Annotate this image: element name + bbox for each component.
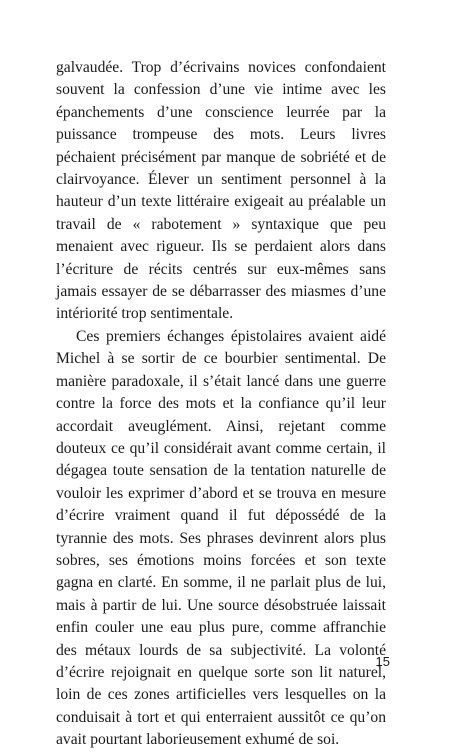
page-number: 15 [375, 654, 390, 669]
paragraph-michel: Ces premiers échanges épistolaires avaient aidé Michel à se sortir de ce bourbier sentimental. De manière paradoxale, il s’était lancé dans une guerre contre la force des mots et la confiance qu’il leur accordait aveuglément. Ainsi, rejetant comme douteux ce qu’il considérait avant comme certain, il dégagea toute sensation de la tentation naturelle de vouloir les exprimer d’abord et se trouva en mesure d’écrire vraiment quand il fut dépossédé de la tyrannie des mots. Ses phrases devinrent alors plus sobres, ses émotions moins forcées et son texte gagna en clarté. En somme, il ne parlait plus de lui, mais à partir de lui. Une source désobstruée laissait enfin couler une eau plus pure, comme affranchie des métaux lourds de sa subjectivité. La volonté d’écrire rejoignait en quelque sorte son lit naturel, loin de ces zones artificielles vers lesquelles on la conduisait à tort et qui enterraient aussitôt ce qu’on avait pourtant laborieusement exhumé de soi. [56, 327, 386, 749]
paragraph-continuation: galvaudée. Trop d’écrivains novices confondaient souvent la confession d’une vie intime avec les épanchements d’une conscience leurrée par la puissance trompeuse des mots. Leurs livres péchaient précisément par manque de sobriété et de clairvoyance. Élever un sentiment personnel à la hauteur d’un texte littéraire exigeait au préalable un travail de « rabotement » syntaxique que peu menaient avec rigueur. Ils se perdaient alors dans l’écriture de récits centrés sur eux-mêmes sans jamais essayer de se débarrasser des miasmes d’une intériorité trop sentimentale. [56, 59, 386, 323]
body-text [56, 57, 386, 752]
